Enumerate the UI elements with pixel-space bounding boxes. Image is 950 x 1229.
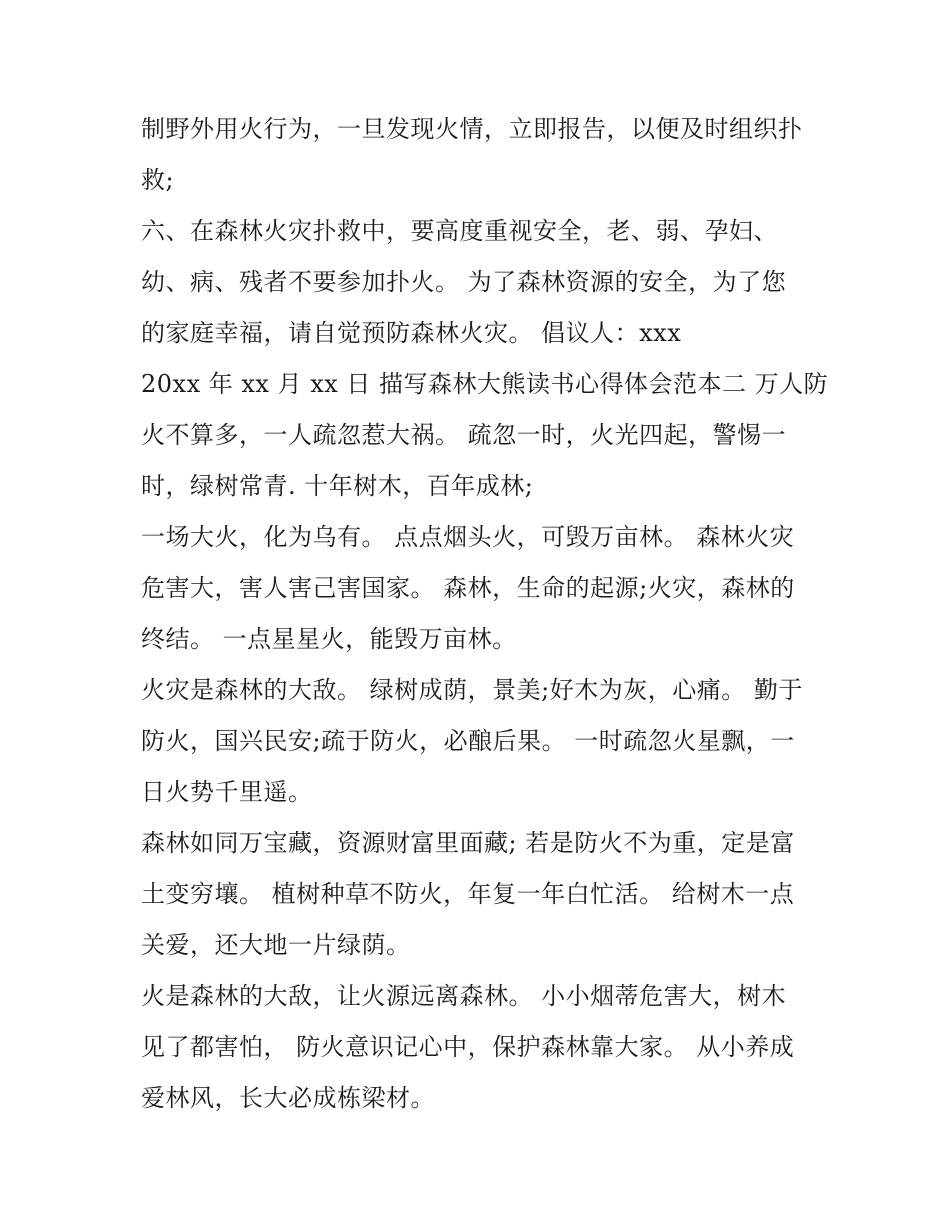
- text-line: 防火，国兴民安;疏于防火，必酿后果。 一时疏忽火星飘，一: [141, 727, 795, 755]
- text-line: 爱林风，长大必成栋梁材。: [141, 1084, 435, 1112]
- document-body: [141, 104, 831, 1124]
- text-line: 制野外用火行为，一旦发现火情，立即报告，以便及时组织扑: [141, 115, 803, 143]
- text-line: 的家庭幸福，请自觉预防森林火灾。 倡议人：xxx: [141, 319, 682, 347]
- text-line: 幼、病、残者不要参加扑火。 为了森林资源的安全，为了您: [141, 268, 787, 296]
- text-line: 危害大，害人害己害国家。 森林，生命的起源;火灾，森林的: [141, 574, 795, 602]
- text-line: 森林如同万宝藏，资源财富里面藏; 若是防火不为重，定是富: [141, 829, 795, 857]
- text-line: 关爱，还大地一片绿荫。: [141, 931, 411, 959]
- text-line: 六、在森林火灾扑救中，要高度重视安全，老、弱、孕妇、: [141, 217, 778, 245]
- text-line: 火灾是森林的大敌。 绿树成荫，景美;好木为灰，心痛。 勤于: [141, 676, 803, 704]
- text-line: 终结。 一点星星火，能毁万亩林。: [141, 625, 517, 653]
- text-line: 土变穷壤。 植树种草不防火，年复一年白忙活。 给树木一点: [141, 880, 795, 908]
- text-line: 火是森林的大敌，让火源远离森林。 小小烟蒂危害大，树木: [141, 982, 787, 1010]
- text-line: 一场大火，化为乌有。 点点烟头火，可毁万亩林。 森林火灾: [141, 523, 795, 551]
- text-line: 时，绿树常青. 十年树木，百年成林;: [141, 472, 534, 500]
- text-line: 20xx 年 xx 月 xx 日 描写森林大熊读书心得体会范本二 万人防: [141, 370, 829, 398]
- text-line: 见了都害怕， 防火意识记心中，保护森林靠大家。 从小养成: [141, 1033, 795, 1061]
- text-line: 救;: [141, 166, 175, 194]
- text-line: 火不算多，一人疏忽惹大祸。 疏忽一时，火光四起，警惕一: [141, 421, 787, 449]
- text-line: 日火势千里遥。: [141, 778, 313, 806]
